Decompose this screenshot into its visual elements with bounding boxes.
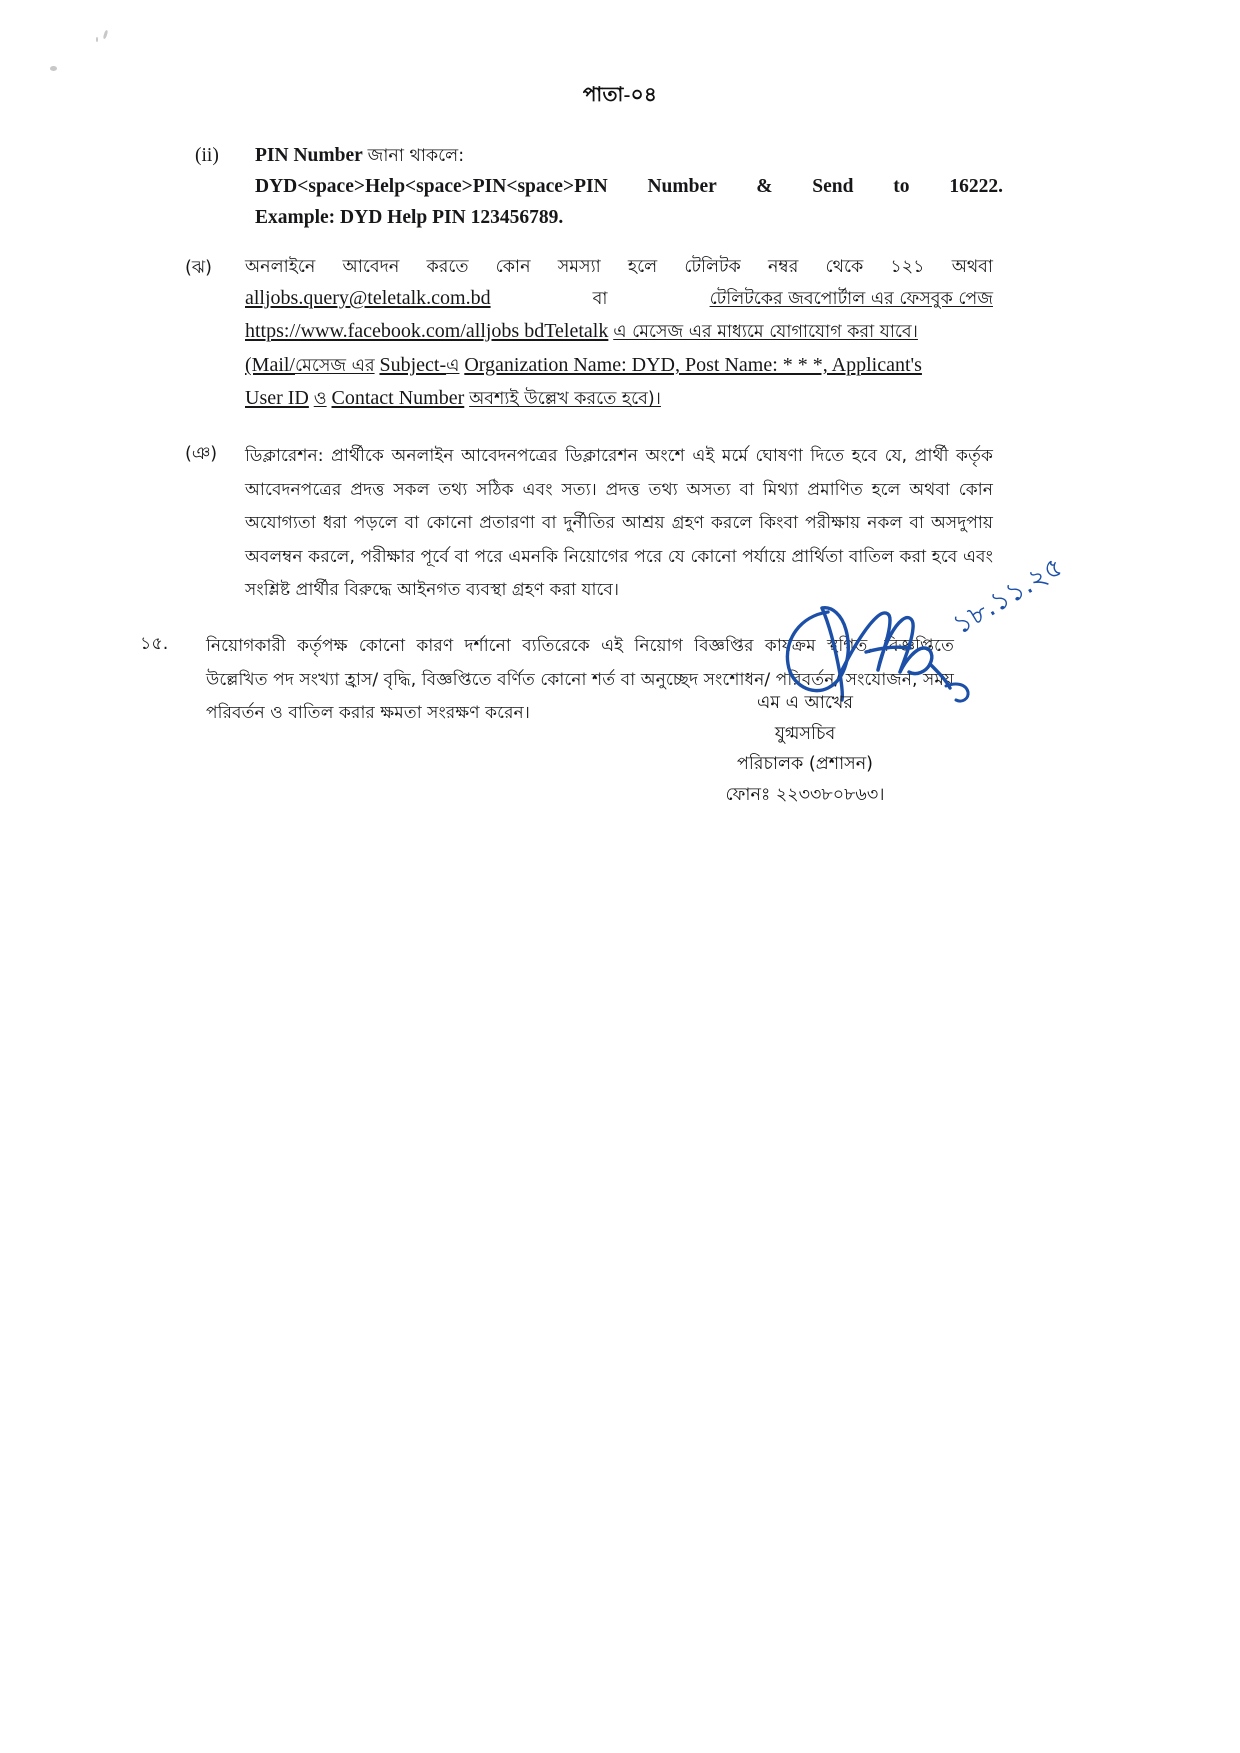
clause-content-15: নিয়োগকারী কর্তৃপক্ষ কোনো কারণ দর্শানো ব্যতিরেকে এই নিয়োগ বিজ্ঞপ্তির কার্যক্রম স্থগিত, বিজ্ঞপ্তিতে উল্লেখিত পদ সংখ্যা হ্রাস/ বৃদ্ধি, বিজ্ঞপ্তিতে বর্ণিত কোনো শর্ত বা অনুচ্ছেদ সংশোধন/ পরিবর্তন/ সংযোজন, সময় পরিবর্তন ও বাতিল করার ক্ষমতা সংরক্ষণ করেন। bbox=[206, 636, 954, 724]
signatory-phone: ফোনঃ ২২৩৩৮০৮৬৩। bbox=[725, 784, 885, 805]
signature-area bbox=[0, 551, 1240, 850]
clause-jha-facebook-text: টেলিটকের জবপোর্টাল এর ফেসবুক পেজ bbox=[709, 288, 993, 309]
pin-title-line bbox=[255, 140, 1003, 171]
scan-artifact bbox=[96, 37, 98, 42]
signature-block bbox=[640, 688, 970, 811]
clause-marker-jha: (ঝ) bbox=[185, 257, 212, 278]
clause-jha-conjunction: বা bbox=[592, 288, 608, 309]
clause-jha-line-1: অনলাইনে আবেদন করতে কোন সমস্যা হলে টেলিটক নম্বর থেকে ১২১ অথবা bbox=[245, 256, 993, 277]
mail-subject-prefix: (Mail/ bbox=[245, 353, 295, 376]
support-email-link[interactable]: alljobs.query@teletalk.com.bd bbox=[245, 286, 491, 309]
pin-title-english: PIN Number bbox=[255, 145, 363, 166]
subject-label-suffix: এ bbox=[446, 355, 460, 376]
contact-number-label: Contact Number bbox=[331, 387, 465, 410]
sub-item-pin-number bbox=[0, 140, 1240, 234]
signatory-name: এম এ আখের bbox=[756, 693, 854, 713]
clause-jha-line-5-bangla: অবশ্যই উল্লেখ করতে হবে)। bbox=[469, 389, 661, 410]
sub-item-content bbox=[255, 140, 1003, 234]
clause-jha-line-3-bangla: এ মেসেজ এর মাধ্যমে যোগাযোগ করা যাবে। bbox=[613, 321, 918, 342]
scan-artifact bbox=[103, 30, 109, 39]
clause-content-nya: ডিক্লারেশন: প্রার্থীকে অনলাইন আবেদনপত্রের ডিক্লারেশন অংশে এই মর্মে ঘোষণা দিতে হবে যে, প্রার্থী কর্তৃক আবেদনপত্রের প্রদত্ত সকল তথ্য সঠিক এবং সত্য। প্রদত্ত তথ্য অসত্য বা মিথ্যা প্রমাণিত হলে অথবা কোন অযোগ্যতা ধরা পড়লে বা কোনো প্রতারণা বা দুর্নীতির আশ্রয় গ্রহণ করলে কিংবা পরীক্ষায় নকল বা অসদুপায় অবলম্বন করলে, পরীক্ষার পূর্বে বা পরে এমনকি নিয়োগের পরে যে কোনো পর্যায়ে প্রার্থিতা বাতিল করা হবে এবং সংশ্লিষ্ট প্রার্থীর বিরুদ্ধে আইনগত ব্যবস্থা গ্রহণ করা যাবে। bbox=[245, 446, 993, 601]
handwritten-date: ১৮.১১.২৫ bbox=[947, 551, 1069, 641]
clause-jha-line-5 bbox=[245, 383, 993, 414]
subject-label: Subject- bbox=[379, 353, 447, 376]
subject-format-text: Organization Name: DYD, Post Name: * * *, Applicant's bbox=[464, 353, 922, 376]
mail-subject-prefix-bangla: মেসেজ এর bbox=[295, 355, 375, 376]
signatory-designation: যুগ্মসচিব bbox=[774, 723, 836, 744]
pin-format-line: DYD<space>Help<space>PIN<space>PIN Number & Send to 16222. bbox=[255, 176, 1003, 198]
clause-jha bbox=[0, 254, 1240, 415]
sub-item-marker: (ii) bbox=[195, 145, 219, 166]
scan-artifact bbox=[50, 66, 57, 71]
facebook-page-link[interactable]: https://www.facebook.com/alljobs bdTeletalk bbox=[245, 319, 609, 342]
clause-jha-line-2 bbox=[245, 283, 993, 314]
clause-content-jha bbox=[245, 254, 993, 415]
signatory-role: পরিচালক (প্রশাসন) bbox=[736, 754, 874, 775]
pin-example-line: Example: DYD Help PIN 123456789. bbox=[255, 207, 564, 229]
page-number-header: পাতা-০৪ bbox=[582, 84, 658, 106]
clause-marker-nya: (ঞ) bbox=[185, 444, 218, 465]
clause-jha-line-4 bbox=[245, 350, 993, 381]
user-id-label: User ID bbox=[245, 387, 309, 410]
clause-marker-15: ১৫. bbox=[140, 634, 169, 654]
pin-title-bangla: জানা থাকলে: bbox=[367, 146, 465, 166]
and-conjunction: ও bbox=[313, 389, 327, 410]
clause-jha-line-3 bbox=[245, 316, 993, 347]
